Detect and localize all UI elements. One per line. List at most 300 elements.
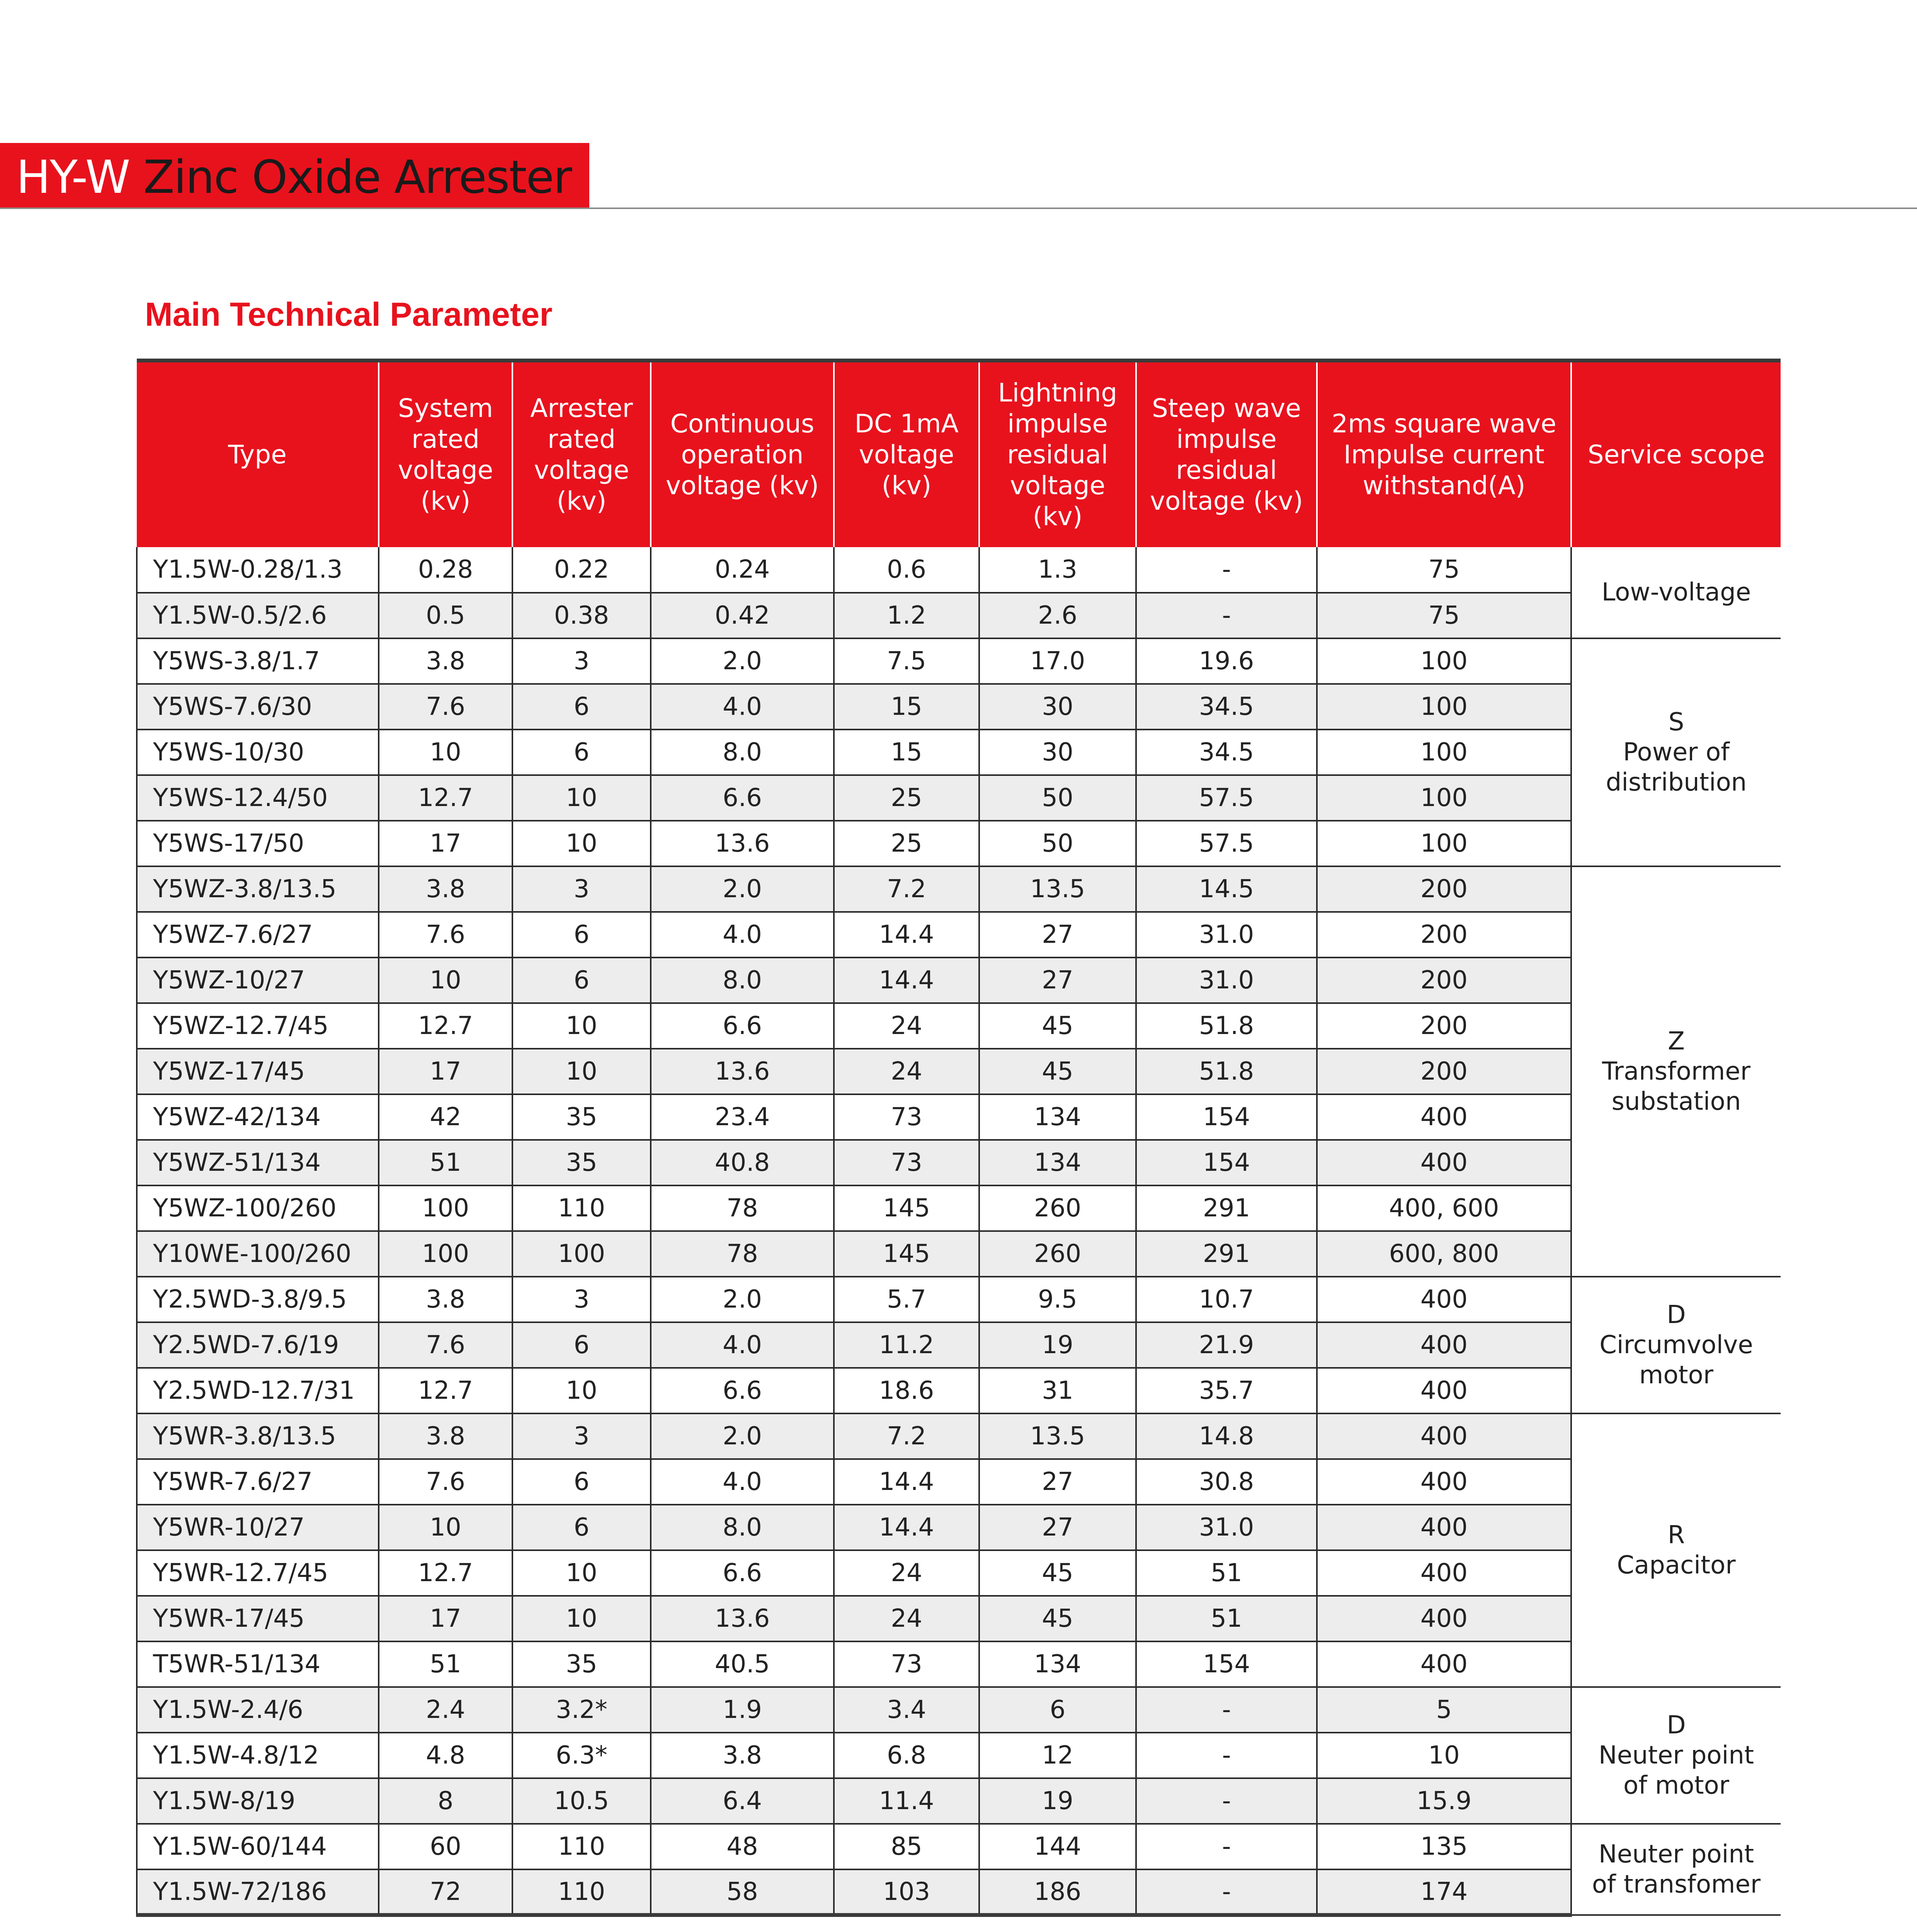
header-lightning-impulse-residual-voltage: Lightning impulse residual voltage (kv) [979,361,1136,547]
table-header-row [137,361,1781,547]
table-cell: 10 [512,1368,651,1413]
header-service-scope: Service scope [1571,361,1781,547]
table-cell: 3.8 [379,1413,512,1459]
table-cell: 400 [1317,1368,1571,1413]
table-cell: 11.4 [834,1778,979,1824]
table-cell: 31.0 [1136,912,1317,957]
table-cell: 72 [379,1869,512,1915]
table-cell: 51.8 [1136,1003,1317,1049]
header-continuous-operation-voltage: Continuous operation voltage (kv) [651,361,834,547]
table-cell: 260 [979,1185,1136,1231]
table-cell: 6 [512,1459,651,1505]
table-cell: 73 [834,1641,979,1687]
header-arrester-rated-voltage: Arrester rated voltage (kv) [512,361,651,547]
table-row [137,1368,1781,1413]
table-cell: 40.8 [651,1140,834,1185]
table-cell: 13.6 [651,821,834,866]
table-cell: 144 [979,1824,1136,1869]
table-cell: 200 [1317,866,1571,912]
service-scope-line: D [1667,1301,1686,1329]
table-cell: 45 [979,1596,1136,1641]
table-cell: 23.4 [651,1094,834,1140]
table-cell: 75 [1317,547,1571,593]
table-cell: 0.28 [379,547,512,593]
table-cell: 7.6 [379,912,512,957]
table-cell-type: Y2.5WD-7.6/19 [137,1322,379,1368]
service-scope-cell [1571,1687,1781,1824]
table-cell: 1.3 [979,547,1136,593]
table-cell: 75 [1317,593,1571,638]
table-row [137,1596,1781,1641]
table-cell: 100 [379,1185,512,1231]
table-cell: 14.4 [834,957,979,1003]
table-cell: 291 [1136,1231,1317,1277]
table-cell: 4.8 [379,1733,512,1778]
table-cell-type: Y5WZ-12.7/45 [137,1003,379,1049]
table-cell-type: Y1.5W-4.8/12 [137,1733,379,1778]
table-row [137,775,1781,821]
table-cell: 7.6 [379,1459,512,1505]
table-cell: 10 [512,1049,651,1094]
table-cell: 6 [512,1505,651,1550]
page-title-brand: HY-W [16,150,130,204]
table-cell: 73 [834,1140,979,1185]
table-cell: 174 [1317,1869,1571,1915]
page-title [16,146,572,208]
table-cell: 6.4 [651,1778,834,1824]
table-cell: 154 [1136,1094,1317,1140]
table-cell: 17.0 [979,638,1136,684]
table-cell-type: Y5WS-12.4/50 [137,775,379,821]
table-cell: 57.5 [1136,821,1317,866]
table-cell: 2.4 [379,1687,512,1733]
table-cell: 35 [512,1641,651,1687]
table-row [137,638,1781,684]
table-cell: 35 [512,1140,651,1185]
service-scope-line: motor [1639,1361,1714,1389]
table-cell: 11.2 [834,1322,979,1368]
table-cell: 19 [979,1778,1136,1824]
service-scope-line: Neuter point [1598,1840,1754,1869]
parameter-table [136,359,1781,1917]
header-system-rated-voltage: System rated voltage (kv) [379,361,512,547]
table-cell: 85 [834,1824,979,1869]
table-cell-type: Y5WR-12.7/45 [137,1550,379,1596]
table-row [137,1505,1781,1550]
table-cell: 7.2 [834,866,979,912]
table-cell: 1.2 [834,593,979,638]
section-title: Main Technical Parameter [145,296,553,333]
table-cell: 25 [834,821,979,866]
table-cell: 3.8 [379,866,512,912]
table-cell: 110 [512,1869,651,1915]
header-type: Type [137,361,379,547]
service-scope-line: Low-voltage [1601,578,1751,607]
table-cell: - [1136,1733,1317,1778]
table-cell: 34.5 [1136,684,1317,730]
table-cell: 57.5 [1136,775,1317,821]
table-row [137,912,1781,957]
table-row [137,1550,1781,1596]
table-cell: 3 [512,866,651,912]
table-cell: 2.0 [651,1277,834,1322]
table-cell: 0.42 [651,593,834,638]
table-cell: 45 [979,1550,1136,1596]
table-cell: 8.0 [651,1505,834,1550]
table-cell: 13.5 [979,1413,1136,1459]
table-cell: 45 [979,1049,1136,1094]
table-row [137,1824,1781,1869]
table-cell: 6.8 [834,1733,979,1778]
service-scope-cell [1571,866,1781,1277]
page-title-name: Zinc Oxide Arrester [143,150,572,204]
table-cell: 15.9 [1317,1778,1571,1824]
table-cell: 9.5 [979,1277,1136,1322]
table-cell: 3 [512,1413,651,1459]
table-cell: 15 [834,730,979,775]
table-cell: 14.5 [1136,866,1317,912]
table-cell: 58 [651,1869,834,1915]
table-cell: 31.0 [1136,957,1317,1003]
table-cell: 134 [979,1641,1136,1687]
table-cell-type: Y5WZ-100/260 [137,1185,379,1231]
table-cell: 7.5 [834,638,979,684]
table-cell-type: Y2.5WD-12.7/31 [137,1368,379,1413]
table-cell: 14.4 [834,912,979,957]
table-cell: 4.0 [651,684,834,730]
table-cell: 2.0 [651,1413,834,1459]
table-cell: 7.2 [834,1413,979,1459]
table-cell: 2.0 [651,638,834,684]
table-row [137,1094,1781,1140]
table-row [137,730,1781,775]
table-cell: - [1136,1869,1317,1915]
table-row [137,1641,1781,1687]
table-cell: 50 [979,821,1136,866]
table-cell-type: Y5WZ-42/134 [137,1094,379,1140]
table-cell: 17 [379,1049,512,1094]
table-cell-type: Y5WR-10/27 [137,1505,379,1550]
table-cell: 100 [1317,730,1571,775]
table-cell: 21.9 [1136,1322,1317,1368]
table-cell: 3.8 [379,638,512,684]
table-cell: 0.38 [512,593,651,638]
table-cell: 40.5 [651,1641,834,1687]
table-row [137,1459,1781,1505]
table-cell: 30.8 [1136,1459,1317,1505]
table-cell: 6.3* [512,1733,651,1778]
table-cell: 3 [512,638,651,684]
service-scope-line: Z [1668,1027,1685,1056]
service-scope-line: Capacitor [1617,1551,1736,1580]
table-cell: 186 [979,1869,1136,1915]
table-cell: 200 [1317,912,1571,957]
table-cell: 6 [512,957,651,1003]
table-cell: 0.24 [651,547,834,593]
table-cell: 13.6 [651,1596,834,1641]
table-cell: 8.0 [651,730,834,775]
table-cell: 2.6 [979,593,1136,638]
table-cell-type: Y5WR-3.8/13.5 [137,1413,379,1459]
table-cell: 12 [979,1733,1136,1778]
service-scope-cell [1571,1413,1781,1687]
table-cell: 30 [979,730,1136,775]
table-cell: 51 [1136,1596,1317,1641]
table-cell: 7.6 [379,1322,512,1368]
table-cell: 4.0 [651,912,834,957]
table-cell: 12.7 [379,775,512,821]
table-row [137,821,1781,866]
table-cell: 31.0 [1136,1505,1317,1550]
table-cell: 6 [512,730,651,775]
header-dc-1ma-voltage: DC 1mA voltage (kv) [834,361,979,547]
table-cell: 10 [379,957,512,1003]
table-cell: 154 [1136,1140,1317,1185]
table-cell: 400 [1317,1459,1571,1505]
table-cell: 100 [1317,638,1571,684]
table-cell: 18.6 [834,1368,979,1413]
table-cell: 10 [1317,1733,1571,1778]
table-cell: 6 [512,684,651,730]
service-scope-cell [1571,1277,1781,1413]
table-cell: 10 [512,1003,651,1049]
table-cell: 27 [979,1459,1136,1505]
service-scope-line: distribution [1606,768,1747,797]
table-cell-type: Y5WS-10/30 [137,730,379,775]
table-cell: - [1136,547,1317,593]
table-cell-type: Y5WS-17/50 [137,821,379,866]
table-cell: 100 [512,1231,651,1277]
table-cell-type: Y5WZ-51/134 [137,1140,379,1185]
table-cell: 400 [1317,1641,1571,1687]
table-cell: 13.5 [979,866,1136,912]
table-cell: 10 [379,1505,512,1550]
table-cell: 400, 600 [1317,1185,1571,1231]
table-cell: 19 [979,1322,1136,1368]
table-cell: 200 [1317,957,1571,1003]
table-body [137,547,1781,1915]
table-row [137,1322,1781,1368]
table-cell: 14.8 [1136,1413,1317,1459]
service-scope-line: of motor [1623,1771,1730,1800]
table-cell-type: Y1.5W-0.28/1.3 [137,547,379,593]
table-cell: 0.5 [379,593,512,638]
table-cell: 6 [512,1322,651,1368]
table-cell: 3.2* [512,1687,651,1733]
table-cell: 51.8 [1136,1049,1317,1094]
table-cell-type: Y1.5W-2.4/6 [137,1687,379,1733]
service-scope-cell [1571,547,1781,638]
table-row [137,1778,1781,1824]
table-cell: 0.6 [834,547,979,593]
table-cell-type: Y5WS-3.8/1.7 [137,638,379,684]
table-cell: 45 [979,1003,1136,1049]
table-cell: 2.0 [651,866,834,912]
service-scope-line: of transfomer [1592,1870,1761,1899]
table-row [137,684,1781,730]
service-scope-line: substation [1611,1087,1741,1116]
table-cell-type: Y5WR-17/45 [137,1596,379,1641]
service-scope-line: S [1668,708,1684,736]
table-cell: 78 [651,1185,834,1231]
table-cell: 12.7 [379,1550,512,1596]
table-cell: 110 [512,1824,651,1869]
table-cell: 10.7 [1136,1277,1317,1322]
table-cell: 400 [1317,1505,1571,1550]
table-cell: 6.6 [651,1003,834,1049]
table-cell-type: Y5WZ-7.6/27 [137,912,379,957]
table-cell: 51 [379,1140,512,1185]
table-cell: 48 [651,1824,834,1869]
table-cell: 31 [979,1368,1136,1413]
table-cell: 600, 800 [1317,1231,1571,1277]
table-cell: 400 [1317,1596,1571,1641]
header-divider [0,207,1917,209]
table-cell: 400 [1317,1094,1571,1140]
table-row [137,1869,1781,1915]
service-scope-line: R [1667,1521,1685,1549]
table-cell: 134 [979,1094,1136,1140]
table-cell: 24 [834,1003,979,1049]
table-cell: 42 [379,1094,512,1140]
table-cell: 1.9 [651,1687,834,1733]
table-cell-type: T5WR-51/134 [137,1641,379,1687]
table-cell: - [1136,1824,1317,1869]
table-cell: 7.6 [379,684,512,730]
table-cell: 135 [1317,1824,1571,1869]
table-cell: 100 [1317,684,1571,730]
table-cell: 8 [379,1778,512,1824]
table-cell: 24 [834,1049,979,1094]
table-cell: 10 [512,1596,651,1641]
table-cell-type: Y1.5W-72/186 [137,1869,379,1915]
table-cell: 134 [979,1140,1136,1185]
table-cell: - [1136,1687,1317,1733]
table-cell: 0.22 [512,547,651,593]
table-cell: 78 [651,1231,834,1277]
table-cell: 100 [1317,775,1571,821]
table-row [137,1733,1781,1778]
table-cell: 200 [1317,1049,1571,1094]
table-cell: 100 [1317,821,1571,866]
table-cell: 17 [379,1596,512,1641]
table-cell-type: Y2.5WD-3.8/9.5 [137,1277,379,1322]
table-cell: 6.6 [651,775,834,821]
table-cell-type: Y5WZ-10/27 [137,957,379,1003]
service-scope-cell [1571,638,1781,866]
table-cell: 50 [979,775,1136,821]
service-scope-line: Transformer [1602,1057,1751,1086]
table-cell: 154 [1136,1641,1317,1687]
table-cell: 12.7 [379,1368,512,1413]
table-cell: 35 [512,1094,651,1140]
table-cell-type: Y10WE-100/260 [137,1231,379,1277]
table-cell: 4.0 [651,1322,834,1368]
table-cell: 14.4 [834,1505,979,1550]
service-scope-cell [1571,1824,1781,1915]
table-cell: 400 [1317,1413,1571,1459]
table-row [137,957,1781,1003]
header-square-wave-impulse-current: 2ms square wave Impulse current withstand(A) [1317,361,1571,547]
table-cell: 34.5 [1136,730,1317,775]
table-cell: 10 [512,775,651,821]
table-cell-type: Y1.5W-0.5/2.6 [137,593,379,638]
table-cell: 35.7 [1136,1368,1317,1413]
table-row [137,1049,1781,1094]
table-cell: - [1136,593,1317,638]
table-cell: 51 [1136,1550,1317,1596]
table-cell: 400 [1317,1277,1571,1322]
table-cell: 27 [979,912,1136,957]
table-cell: 200 [1317,1003,1571,1049]
table-cell: 5.7 [834,1277,979,1322]
table-row [137,1003,1781,1049]
table-cell-type: Y5WR-7.6/27 [137,1459,379,1505]
table-cell: 291 [1136,1185,1317,1231]
table-cell: 10.5 [512,1778,651,1824]
table-cell: 17 [379,821,512,866]
service-scope-line: D [1667,1711,1686,1740]
service-scope-line: Neuter point [1598,1741,1754,1770]
table-cell: 5 [1317,1687,1571,1733]
table-cell: 10 [379,730,512,775]
table-cell: 25 [834,775,979,821]
table-cell: 6 [512,912,651,957]
table-cell: 145 [834,1231,979,1277]
table-cell-type: Y5WZ-3.8/13.5 [137,866,379,912]
table-row [137,547,1781,593]
header-steep-wave-impulse-residual-voltage: Steep wave impulse residual voltage (kv) [1136,361,1317,547]
table-cell: 19.6 [1136,638,1317,684]
table-row [137,866,1781,912]
table-cell: 103 [834,1869,979,1915]
table-cell: 6.6 [651,1368,834,1413]
table-cell: 110 [512,1185,651,1231]
table-cell: 51 [379,1641,512,1687]
table-cell: 24 [834,1596,979,1641]
table-cell-type: Y5WS-7.6/30 [137,684,379,730]
table-row [137,593,1781,638]
table-cell: 10 [512,1550,651,1596]
table-cell: 260 [979,1231,1136,1277]
table-cell: 3.4 [834,1687,979,1733]
table-cell: 3.8 [651,1733,834,1778]
table-row [137,1687,1781,1733]
table-cell-type: Y1.5W-8/19 [137,1778,379,1824]
table-cell: 15 [834,684,979,730]
service-scope-line: Power of [1623,738,1730,767]
table-cell: 30 [979,684,1136,730]
table-cell: 60 [379,1824,512,1869]
table-row [137,1231,1781,1277]
table-cell: 3 [512,1277,651,1322]
table-cell-type: Y5WZ-17/45 [137,1049,379,1094]
table-cell: 27 [979,1505,1136,1550]
table-cell: 8.0 [651,957,834,1003]
parameter-table-container [136,359,1780,1917]
table-cell: - [1136,1778,1317,1824]
table-cell: 4.0 [651,1459,834,1505]
table-cell: 400 [1317,1550,1571,1596]
table-row [137,1413,1781,1459]
table-row [137,1277,1781,1322]
table-cell: 145 [834,1185,979,1231]
service-scope-line: Circumvolve [1599,1331,1753,1359]
table-cell: 10 [512,821,651,866]
table-row [137,1185,1781,1231]
table-cell: 12.7 [379,1003,512,1049]
table-cell: 100 [379,1231,512,1277]
